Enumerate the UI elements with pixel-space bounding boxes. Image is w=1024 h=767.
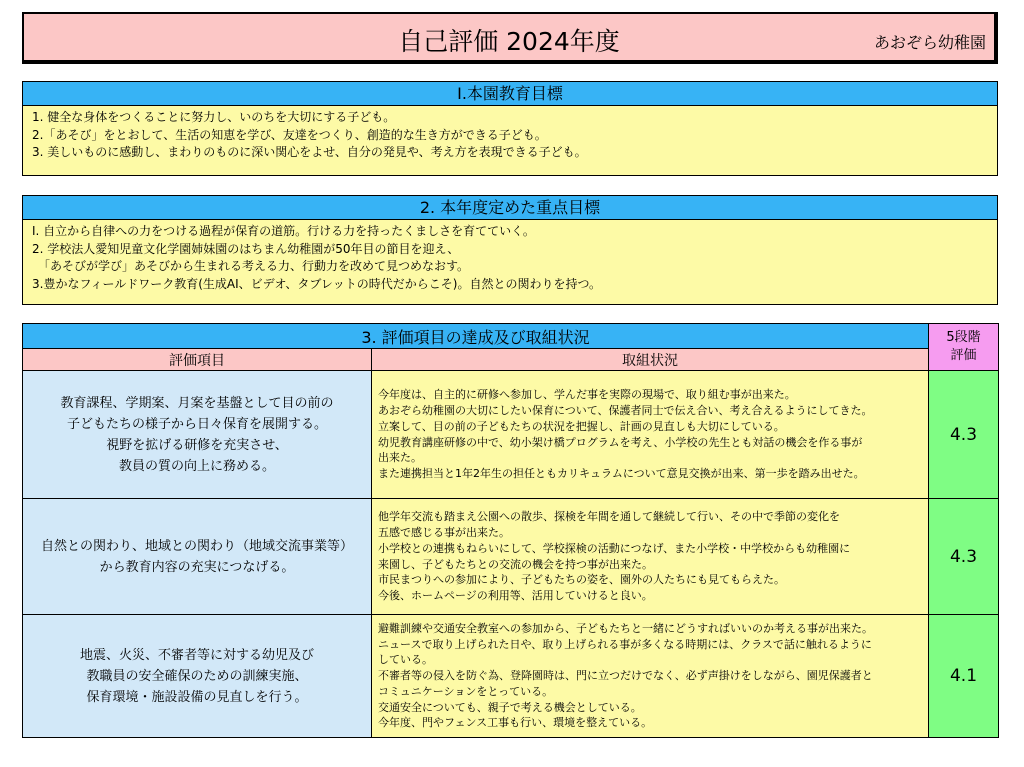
evaluation-table: [22, 323, 999, 738]
status-line: あおぞら幼稚園の大切にしたい保育について、保護者同士で伝え合い、考え合えるようにしてきた。: [378, 403, 873, 417]
item-line: から教育内容の充実につなげる。: [99, 559, 295, 575]
table-row: [23, 499, 999, 615]
item-line: 子どもたちの様子から日々保育を展開する。: [66, 416, 327, 432]
section2-heading: 2. 本年度定めた重点目標: [22, 195, 998, 220]
evaluation-item: [23, 371, 372, 499]
status-cell: [372, 615, 929, 738]
status-line: 五感で感じる事が出来た。: [378, 525, 510, 539]
school-name: あおぞら幼稚園: [873, 33, 986, 52]
status-line: 交通安全についても、親子で考える機会としている。: [378, 700, 642, 714]
column-header-item: 評価項目: [23, 349, 372, 371]
section2-line: 3.豊かなフィールドワーク教育(生成AI、ビデオ、タブレットの時代だからこそ)。自然との関わりを持つ。: [32, 276, 601, 291]
section2-line: 「あそびが学び」あそびから生まれる考える力、行動力を改めて見つめなおす。: [32, 259, 470, 273]
status-line: 来園し、子どもたちとの交流の機会を持つ事が出来た。: [378, 557, 653, 571]
score-cell: 4.3: [929, 371, 999, 499]
item-line: 地震、火災、不審者等に対する幼児及び: [79, 647, 314, 663]
table-row: [23, 371, 999, 499]
item-line: 教職員の安全確保のための訓練実施、: [86, 668, 308, 684]
item-line: 自然との関わり、地域との関わり（地域交流事業等）: [40, 538, 353, 554]
section3-heading: 3. 評価項目の達成及び取組状況: [23, 324, 929, 349]
status-line: また連携担当と1年2年生の担任ともカリキュラムについて意見交換が出来、第一歩を踏み出せた。: [378, 467, 865, 481]
score-cell: 4.3: [929, 499, 999, 615]
title-banner: [22, 12, 998, 64]
evaluation-item: [23, 499, 372, 615]
section1-line: 2.「あそび」をとおして、生活の知恵を学び、友達をつくり、創造的な生き方ができる子ども。: [32, 127, 547, 142]
section1-body: [22, 106, 998, 176]
table-row: [23, 615, 999, 738]
status-line: 今年度、門やフェンス工事も行い、環境を整えている。: [378, 716, 653, 730]
status-line: 出来た。: [378, 451, 422, 465]
grade-header: [929, 324, 999, 371]
status-line: 幼児教育講座研修の中で、幼小架け橋プログラムを考え、小学校の先生とも対話の機会を作る事が: [378, 435, 863, 449]
item-line: 教育課程、学期案、月案を基盤として目の前の: [60, 395, 334, 411]
grade-header-line: 評価: [950, 348, 977, 363]
status-line: 市民まつりへの参加により、子どもたちの姿を、園外の人たちにも見てもらえた。: [378, 573, 785, 587]
status-line: 今後、ホームページの利用等、活用していけると良い。: [378, 589, 653, 603]
status-cell: [372, 499, 929, 615]
status-line: 不審者等の侵入を防ぐ為、登降園時は、門に立つだけでなく、必ず声掛けをしながら、園児保護者と: [378, 669, 873, 683]
section1-heading: Ⅰ.本園教育目標: [22, 81, 998, 106]
column-header-status: 取組状況: [372, 349, 929, 371]
section2-body: [22, 220, 998, 305]
evaluation-item: [23, 615, 372, 738]
status-line: ニュースで取り上げられた日や、取り上げられる事が多くなる時期には、クラスで話に触れるように: [378, 637, 872, 651]
status-line: 今年度は、自主的に研修へ参加し、学んだ事を実際の現場で、取り組む事が出来た。: [378, 388, 796, 402]
section1-line: 3. 美しいものに感動し、まわりのものに深い関心をよせ、自分の発見や、考え方を表現できる子ども。: [32, 145, 587, 159]
item-line: 視野を拡げる研修を充実させ、: [106, 437, 288, 453]
status-line: 立案して、目の前の子どもたちの状況を把握し、計画の見直しも大切にしている。: [378, 419, 785, 433]
page-title: 自己評価 2024年度: [398, 27, 620, 56]
status-line: している。: [378, 653, 433, 667]
score-cell: 4.1: [929, 615, 999, 738]
section2-line: 2. 学校法人愛知児童文化学園姉妹園のはちまん幼稚園が50年目の節目を迎え、: [32, 241, 460, 256]
section2-line: Ⅰ. 自立から自律への力をつける過程が保育の道筋。行ける力を持ったくましさを育てていく。: [32, 224, 535, 238]
item-line: 保育環境・施設設備の見直しを行う。: [86, 689, 308, 705]
status-line: 他学年交流も踏まえ公園への散歩、探検を年間を通して継続して行い、その中で季節の変化を: [378, 510, 840, 524]
status-line: 避難訓練や交通安全教室への参加から、子どもたちと一緒にどうすればいいのか考える事が出来た。: [378, 621, 873, 635]
item-line: 教員の質の向上に務める。: [118, 458, 275, 474]
status-cell: [372, 371, 929, 499]
grade-header-line: 5段階: [946, 330, 981, 345]
status-line: 小学校との連携もねらいにして、学校探検の活動につなげ、また小学校・中学校からも幼稚園に: [378, 541, 851, 555]
status-line: コミュニケーションをとっている。: [378, 684, 554, 698]
section1-line: 1. 健全な身体をつくることに努力し、いのちを大切にする子ども。: [32, 110, 396, 124]
